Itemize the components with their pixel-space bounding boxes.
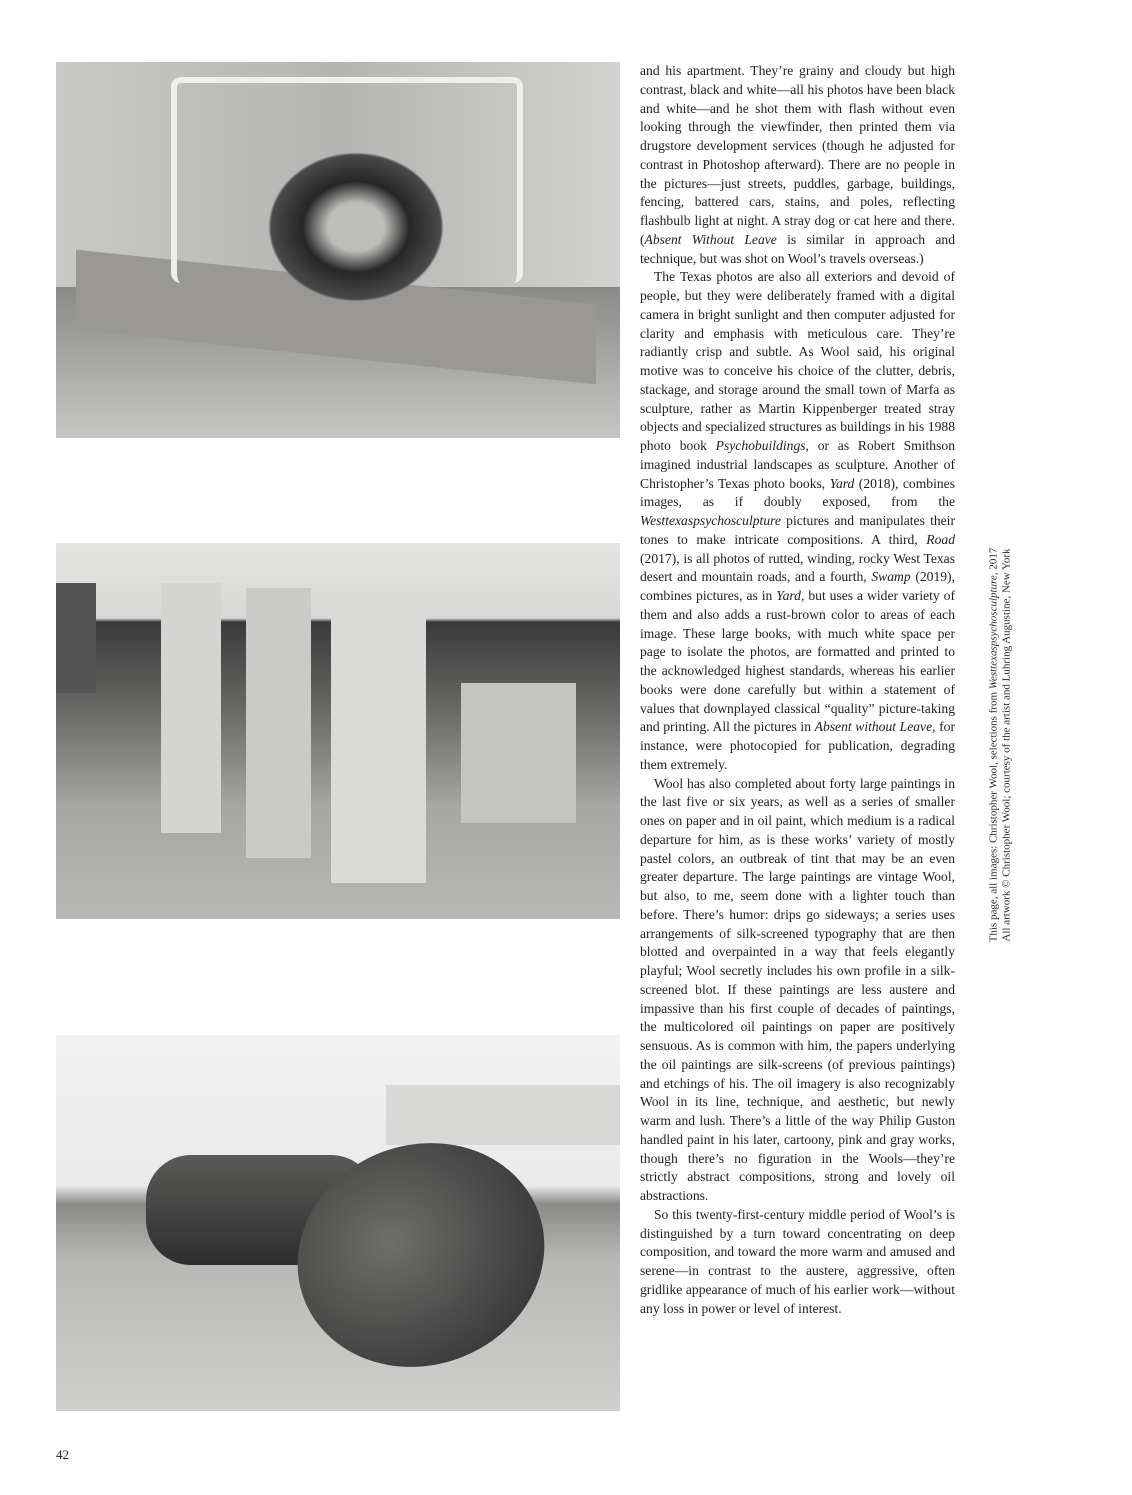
person-legs: [56, 583, 96, 693]
text-run: This page, all images: Christopher Wool, selections from: [987, 689, 1000, 943]
italic-title: Absent Without Leave: [644, 231, 777, 247]
photo-credit-caption: [988, 548, 1013, 943]
paragraph: [640, 1206, 955, 1319]
italic-title: Yard: [776, 588, 801, 603]
block-pier: [461, 683, 576, 823]
paragraph: [640, 775, 955, 1206]
italic-title: Psychobuildings: [715, 438, 806, 453]
italic-title: Yard: [829, 475, 855, 491]
text-run: The Texas photos are also all exteriors and devoid of people, but they were deliberately framed with a digital camera in bright sunlight and then computer adjusted for clarity and emphasis with meticulous care. They’re radiantly crisp and subtle. As Wool said, his original motive was to conceive his choice of the clutter, debris, stackage, and storage around the small town of Marfa as sculpture, rather as Martin Kippenberger treated stray objects and specialized structures as buildings in his 1988 photo book: [640, 269, 955, 453]
text-run: , for instance, were photocopied for publication, degrading them extremely.: [640, 719, 956, 772]
text-run: Wool has also completed about forty large paintings in the last five or six years, as well as a series of smaller ones on paper and in oil paint, which medium is a radical departure for him, as is these works’ variety of mostly pastel colors, an outbreak of tint that may be an even greater departure. The large paintings are vintage Wool, but also, to me, seem done with a lighter touch than before. There’s humor: drips go sideways; a series uses arrangements of silk-screened typography that are then blotted and overpainted in a way that feels elegantly playful; Wool secretly includes his own profile in a silk-screened blot. If these paintings are less austere and impassive than his first couple of decades of paintings, the multicolored oil paintings on paper are positively sensuous. As is common with him, the papers underlying the oil paintings are silk-screens (of previous paintings) and etchings of his. The oil imagery is also recognizably Wool in its line, technique, and aesthetic, but newly warm and lush. There’s a little of the way Philip Guston handled paint in his later, cartoony, pink and gray works, though there’s no figuration in the Wools—they’re strictly abstract compositions, strong and lovely oil abstractions.: [640, 775, 955, 1203]
block-pier: [331, 593, 426, 883]
photo-trailer-on-blocks: [56, 543, 620, 919]
text-run: pictures and manipulates their tones to make intricate compositions. A third,: [640, 513, 955, 547]
page-number: 42: [56, 1447, 69, 1462]
text-run: (2019), combines pictures, as in: [640, 569, 955, 603]
caption-line-1: [988, 548, 1001, 943]
cart-frame: [171, 77, 523, 283]
text-run: and his apartment. They’re grainy and cloudy but high contrast, black and white—all his photos have been black and white—and he shot them with flash without even looking through the viewfinder, then printed them via drugstore development services (though he adjusted for contrast in Photoshop afterward). There are no people in the pictures—just streets, puddles, garbage, buildings, fencing, battered cars, stains, and poles, reflecting flashbulb light at night. A stray dog or cat here and there. (: [640, 63, 955, 247]
photo-tanks: [56, 1035, 620, 1411]
italic-title: Road: [926, 531, 955, 547]
block-pier: [246, 588, 311, 858]
italic-title: Westtexaspsychosculpture: [987, 575, 1000, 690]
paragraph: [640, 268, 955, 774]
text-run: is similar in approach and technique, but was shot on Wool’s travels overseas.): [640, 231, 955, 266]
text-run: , but uses a wider variety of them and also adds a rust-brown color to areas of each image. These large books, with much white space per page to isolate the photos, are formatted and printed to the acknowledged highest standards, whereas his earlier books were done carefully but within a statement of values that downplayed classical “quality” picture-taking and printing. All the pictures in: [640, 588, 955, 735]
text-run: (2018), combines images, as if doubly exposed, from the: [640, 475, 955, 510]
text-run: , or as Robert Smithson imagined industrial landscapes as sculpture. Another of Christopher’s Texas photo books,: [640, 438, 955, 491]
article-body: [640, 62, 955, 1318]
italic-title: Absent without Leave: [814, 719, 933, 735]
text-run: , 2017: [987, 547, 1000, 576]
italic-title: Swamp: [871, 569, 911, 585]
photo-tires-on-cart: [56, 62, 620, 438]
caption-line-2: [1000, 548, 1013, 943]
text-run: (2017), is all photos of rutted, winding, rocky West Texas desert and mountain roads, and a fourth,: [640, 550, 955, 585]
tank: [266, 1109, 576, 1401]
italic-title: Westtexaspsychosculpture: [640, 513, 781, 528]
text-run: All artwork © Christopher Wool; courtesy of the artist and Luhring Augustine, New York: [1000, 548, 1012, 942]
block-pier: [161, 583, 221, 833]
text-run: So this twenty-first-century middle period of Wool’s is distinguished by a turn toward concentrating on deep composition, and toward the more warm and amused and serene—in contrast to the austere, aggressive, often gridlike appearance of much of his earlier work—without any loss in power or level of interest.: [640, 1206, 955, 1316]
building: [386, 1085, 620, 1145]
paragraph: [640, 62, 955, 268]
